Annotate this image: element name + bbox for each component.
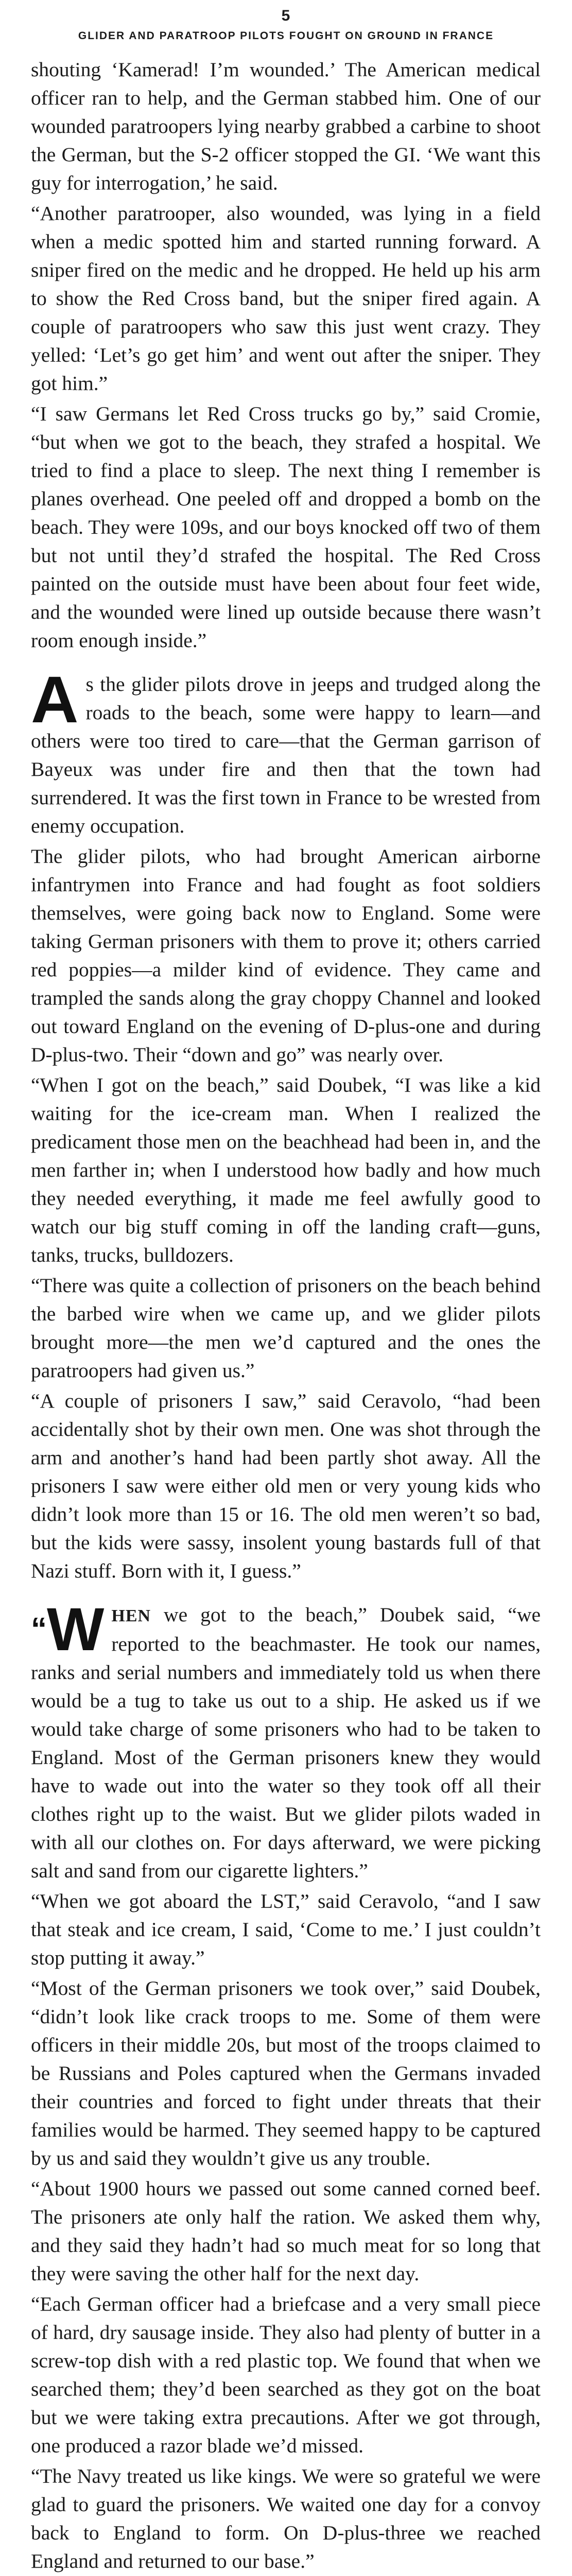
drop-cap-letter: W bbox=[47, 1596, 105, 1664]
article-paragraph: “A couple of prisoners I saw,” said Ceravolo, “had been accidentally shot by their own men. One was shot through the arm and another’s hand had been partly shot away. All the prisoners I saw were either old men or very young kids who didn’t look more than 15 or 16. The old men weren’t so bad, but the kids were sassy, insolent young bastards full of that Nazi stuff. Born with it, I guess.” bbox=[31, 1389, 541, 1582]
drop-cap-quote: “ bbox=[31, 1612, 47, 1647]
article-paragraph-text: s the glider pilots drove in jeeps and trudged along the roads to the beach, some were happy to learn—and others were too tired to care—that the German garrison of Bayeux was under fire and then that the town had surrendered. It was the first town in France to be wrested from enemy occupation. bbox=[31, 673, 541, 837]
article-paragraph: “Most of the German prisoners we took over,” said Doubek, “didn’t look like crack troops to me. Some of them were officers in their middle 20s, but most of the troops claimed to be Russians and Poles captured when the Germans invaded their countries and forced to fight under threats that their families would be harmed. They seemed happy to be captured by us and said they wouldn’t give us any trouble. bbox=[31, 1977, 541, 2170]
running-head: GLIDER AND PARATROOP PILOTS FOUGHT ON GROUND IN FRANCE bbox=[78, 30, 494, 42]
drop-cap: A bbox=[31, 663, 79, 737]
drop-cap bbox=[31, 1596, 105, 1664]
article-paragraph: “Each German officer had a briefcase and a very small piece of hard, dry sausage inside. They also had plenty of butter in a screw-top dish with a red plastic top. We found that when we searched them; they’d been searched as they got on the boat but we were taking extra precautions. After we got through, one produced a razor blade we’d missed. bbox=[31, 2293, 541, 2457]
article-paragraph-text: we got to the beach,” Doubek said, “we reported to the beachmaster. He took our names, ranks and serial numbers and immediately told us when there would be a tug to take us out to a ship. He asked us if we would take charge of some prisoners who had to be taken to England. Most of the German prisoners knew they would have to wade out into the water so they took off all their clothes right up to the waist. But we glider pilots waded in with all our clothes on. For days afterward, we were picking salt and sand from our cigarette lighters.” bbox=[31, 1603, 541, 1882]
article-paragraph-dropcap bbox=[31, 1596, 541, 1885]
article-paragraph: “The Navy treated us like kings. We were so grateful we were glad to guard the prisoners. We waited one day for a convoy back to England to form. On D-plus-three we reached England and returned to our base.” bbox=[31, 2465, 541, 2572]
article-body bbox=[31, 56, 541, 2576]
article-paragraph: “There was quite a collection of prisoners on the beach behind the barbed wire when we came up, and we glider pilots brought more—the men we’d captured and the ones the paratroopers had given us.” bbox=[31, 1274, 541, 1382]
small-caps-lead: HEN bbox=[111, 1606, 151, 1625]
article-paragraph: “When I got on the beach,” said Doubek, “I was like a kid waiting for the ice-cream man. When I realized the predicament those men on the beachhead had been in, and the men farther in; when I understood how badly and how much they needed everything, it made me feel awfully good to watch our big stuff coming in off the landing craft—guns, tanks, trucks, bulldozers. bbox=[31, 1074, 541, 1266]
article-paragraph: “About 1900 hours we passed out some canned corned beef. The prisoners ate only half the ration. We asked them why, and they said they hadn’t had so much meat for so long that they were saving the other half for the next day. bbox=[31, 2177, 541, 2285]
article-paragraph: “Another paratrooper, also wounded, was lying in a field when a medic spotted him and started running forward. A sniper fired on the medic and he dropped. He held up his arm to show the Red Cross band, but the sniper fired again. A couple of paratroopers who saw this just went crazy. They yelled: ‘Let’s go get him’ and went out after the sniper. They got him.” bbox=[31, 202, 541, 395]
article-paragraph: The glider pilots, who had brought American airborne infantrymen into France and had fought as foot soldiers themselves, were going back now to England. Some were taking German prisoners with them to prove it; others carried red poppies—a milder kind of evidence. They came and trampled the sands along the gray choppy Channel and looked out toward England on the evening of D-plus-one and during D-plus-two. Their “down and go” was nearly over. bbox=[31, 845, 541, 1066]
article-paragraph: “I saw Germans let Red Cross trucks go by,” said Cromie, “but when we got to the beach, they strafed a hospital. We tried to find a place to sleep. The next thing I remember is planes overhead. One peeled off and dropped a bomb on the beach. They were 109s, and our boys knocked off two of them but not until they’d strafed the hospital. The Red Cross painted on the outside must have been about four feet wide, and the wounded were lined up outside because there wasn’t room enough inside.” bbox=[31, 402, 541, 652]
article-paragraph: “When we got aboard the LST,” said Ceravolo, “and I saw that steak and ice cream, I said, ‘Come to me.’ I just couldn’t stop putting it away.” bbox=[31, 1890, 541, 1969]
page-number: 5 bbox=[281, 7, 291, 24]
article-paragraph: shouting ‘Kamerad! I’m wounded.’ The American medical officer ran to help, and the German stabbed him. One of our wounded paratroopers lying nearby grabbed a carbine to shoot the German, but the S-2 officer stopped the GI. ‘We want this guy for interrogation,’ he said. bbox=[31, 58, 541, 194]
article-paragraph-dropcap bbox=[31, 663, 541, 840]
